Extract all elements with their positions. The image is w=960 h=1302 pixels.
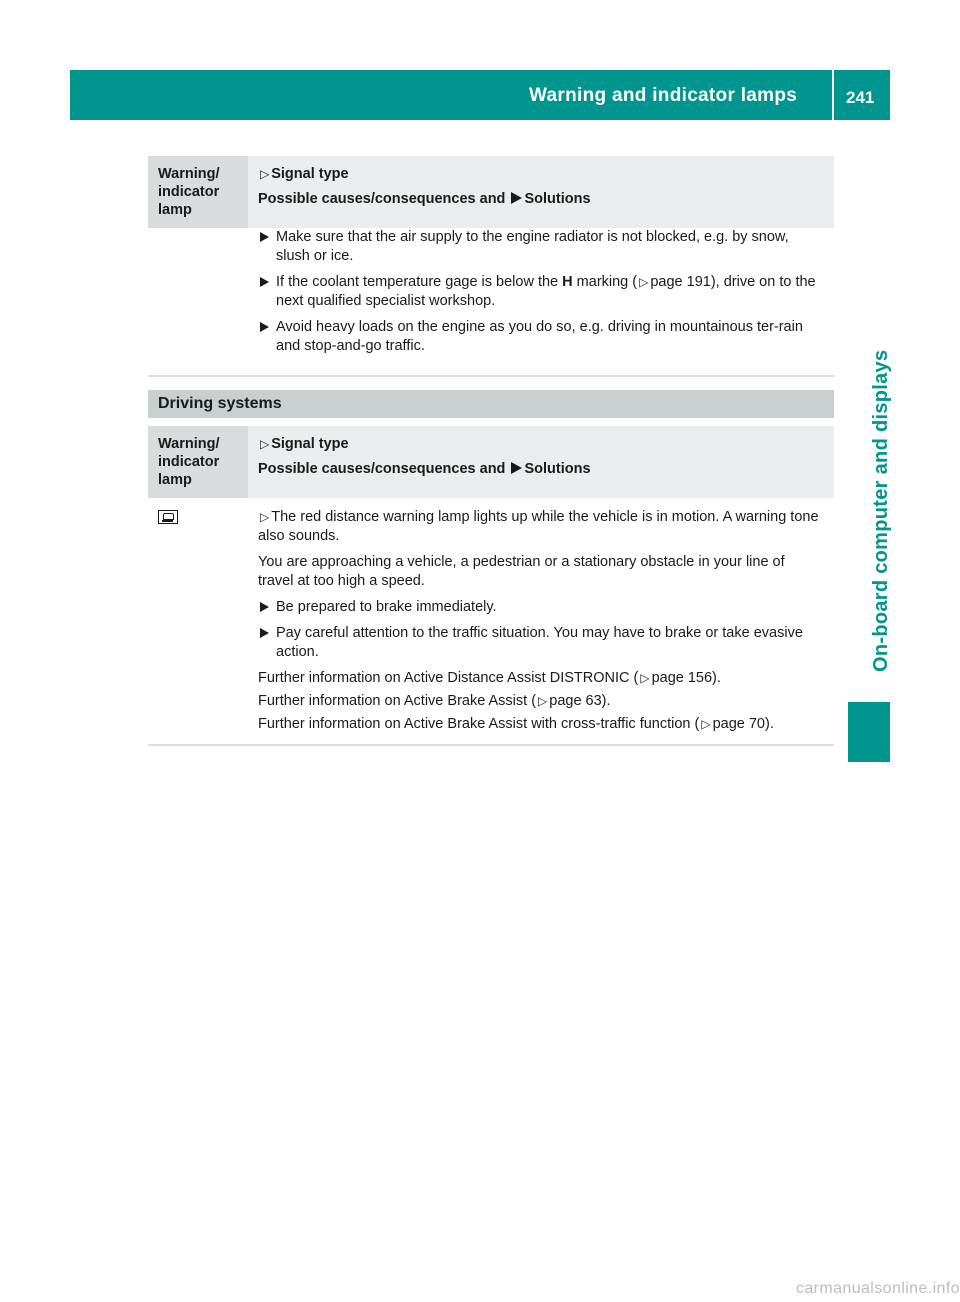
table-row <box>148 228 834 377</box>
solutions-label: Solutions <box>524 461 591 477</box>
info-text: Further information on Active Distance Assist DISTRONIC ( <box>258 670 639 686</box>
header-divider <box>832 70 834 120</box>
lamp-column-header: Warning/ indicator lamp <box>148 426 248 498</box>
info-text: Further information on Active Brake Assist with cross-traffic function ( <box>258 716 700 732</box>
watermark: carmanualsonline.info <box>795 1280 960 1297</box>
signal-type-icon: ▷ <box>260 510 270 524</box>
lamp-column-header: Warning/ indicator lamp <box>148 156 248 228</box>
section-heading: Driving systems <box>148 390 834 418</box>
list-item: Make sure that the air supply to the engine radiator is not blocked, e.g. by snow, slush or ice. <box>258 228 824 266</box>
signal-type-icon: ▷ <box>260 167 270 181</box>
solutions-icon <box>511 192 522 204</box>
lamp-cell <box>148 498 248 744</box>
causes-label: Possible causes/consequences and <box>258 461 506 477</box>
lamp-cell <box>148 228 248 373</box>
info-text: Further information on Active Brake Assist ( <box>258 693 537 709</box>
bullet-text: marking ( <box>576 274 638 290</box>
marking-label: H <box>562 274 573 290</box>
driving-systems-table <box>148 426 834 746</box>
solutions-icon <box>511 462 522 474</box>
further-info <box>258 715 824 734</box>
causes-label: Possible causes/consequences and <box>258 191 506 207</box>
further-info <box>258 692 824 711</box>
table-header <box>148 426 834 498</box>
signal-column-header <box>248 426 834 498</box>
list-item: Pay careful attention to the traffic situation. You may have to brake or take evasive action. <box>258 624 824 662</box>
side-tab-block <box>848 702 890 762</box>
signal-text: The red distance warning lamp lights up while the vehicle is in motion. A warning tone also sounds. <box>258 509 819 544</box>
list-item <box>258 273 824 311</box>
signal-type-label: Signal type <box>271 436 349 452</box>
distance-warning-lamp-icon <box>158 510 178 524</box>
page-ref-icon: ▷ <box>640 671 650 685</box>
page-ref-link[interactable]: page 191), drive on to the next qualified specialist workshop. <box>276 274 816 309</box>
table-header <box>148 156 834 228</box>
signal-column-header <box>248 156 834 228</box>
page-header <box>70 70 890 120</box>
page-ref-icon: ▷ <box>639 275 649 289</box>
further-info <box>258 669 824 688</box>
solution-cell <box>248 498 834 744</box>
page-ref-icon: ▷ <box>701 717 711 731</box>
page-title: Warning and indicator lamps <box>529 85 798 106</box>
solutions-label: Solutions <box>524 191 591 207</box>
table-row <box>148 498 834 746</box>
coolant-table <box>148 156 834 377</box>
page-ref-icon: ▷ <box>538 694 548 708</box>
bullet-text: If the coolant temperature gage is below the <box>276 274 559 290</box>
side-tab-label: On-board computer and displays <box>870 349 892 672</box>
signal-type-label: Signal type <box>271 166 349 182</box>
signal-type-icon: ▷ <box>260 437 270 451</box>
page-ref-link[interactable]: page 156). <box>651 670 721 686</box>
solution-cell <box>248 228 834 373</box>
page-ref-link[interactable]: page 70). <box>712 716 774 732</box>
cause-description: You are approaching a vehicle, a pedestrian or a stationary obstacle in your line of travel at too high a speed. <box>258 554 785 589</box>
page-ref-link[interactable]: page 63). <box>549 693 611 709</box>
list-item: Avoid heavy loads on the engine as you do so, e.g. driving in mountainous ter-rain and stop-and-go traffic. <box>258 318 824 356</box>
signal-description <box>258 508 824 546</box>
list-item: Be prepared to brake immediately. <box>258 598 824 617</box>
page-number: 241 <box>846 88 875 107</box>
